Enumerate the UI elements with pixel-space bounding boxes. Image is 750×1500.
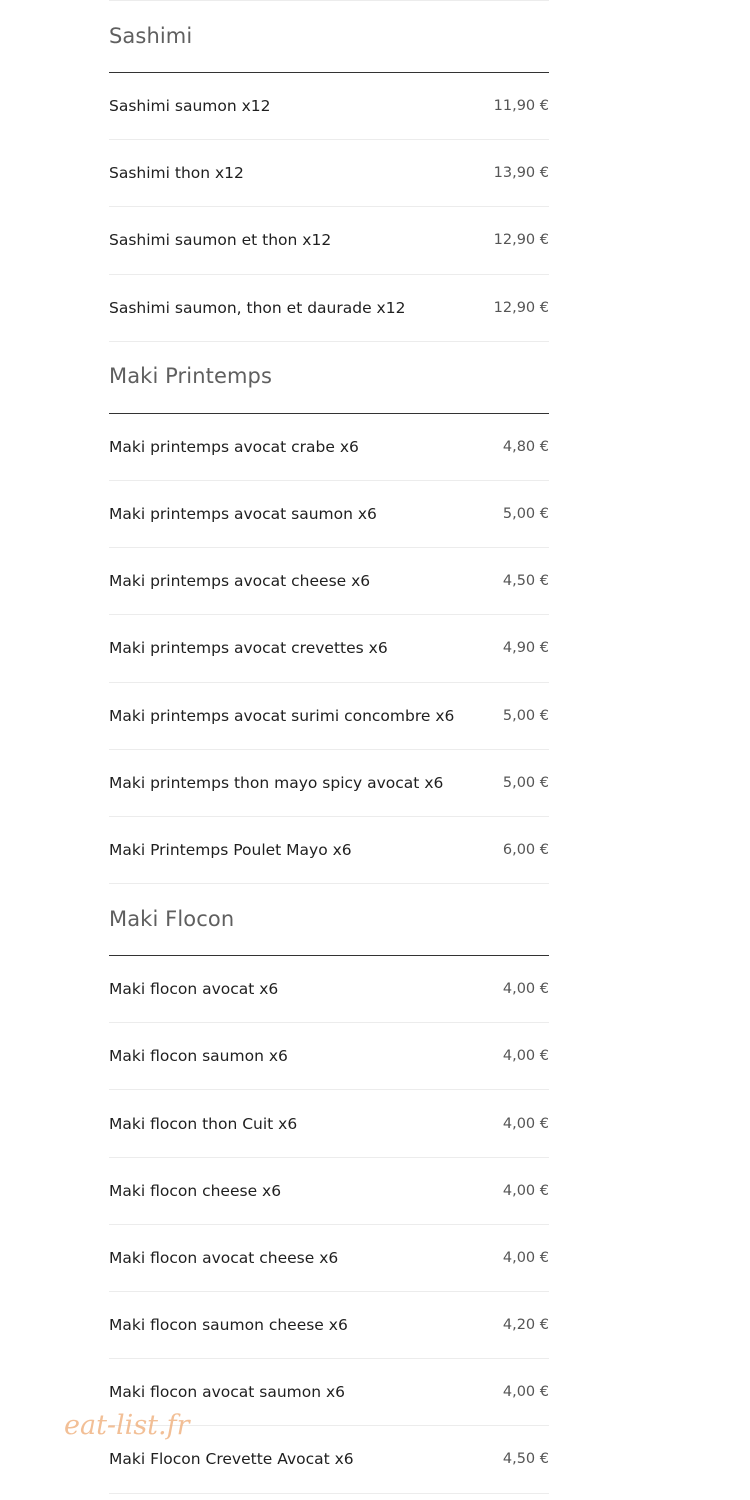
menu-item[interactable] (109, 750, 549, 817)
item-price: 4,20 € (502, 1317, 549, 1334)
menu-item[interactable] (109, 548, 549, 615)
item-name: Maki flocon saumon cheese x6 (109, 1316, 348, 1335)
item-price: 4,80 € (502, 438, 549, 455)
item-name: Maki printemps avocat surimi concombre x6 (109, 706, 455, 725)
menu-section (109, 342, 549, 884)
item-name: Maki flocon cheese x6 (109, 1181, 282, 1200)
menu-item[interactable] (109, 73, 549, 140)
item-price: 4,50 € (502, 1451, 549, 1468)
item-name: Sashimi saumon, thon et daurade x12 (109, 298, 406, 317)
menu-item[interactable] (109, 275, 549, 342)
menu-item[interactable] (109, 140, 549, 207)
menu-item[interactable] (109, 956, 549, 1023)
item-price: 4,50 € (502, 573, 549, 590)
section-header (109, 1, 549, 73)
menu-item[interactable] (109, 1023, 549, 1090)
item-price: 12,90 € (493, 232, 549, 249)
item-name: Sashimi thon x12 (109, 164, 244, 183)
menu-item[interactable] (109, 1359, 549, 1426)
section-header (109, 342, 549, 414)
menu-item[interactable] (109, 817, 549, 884)
item-price: 11,90 € (493, 98, 549, 115)
item-name: Maki flocon thon Cuit x6 (109, 1114, 298, 1133)
item-name: Sashimi saumon x12 (109, 97, 271, 116)
item-name: Maki Printemps Poulet Mayo x6 (109, 840, 352, 859)
menu-item[interactable] (109, 615, 549, 682)
item-price: 4,00 € (502, 1384, 549, 1401)
item-price: 4,00 € (502, 981, 549, 998)
item-name: Maki printemps thon mayo spicy avocat x6 (109, 773, 444, 792)
item-price: 4,00 € (502, 1249, 549, 1266)
item-price: 4,00 € (502, 1115, 549, 1132)
item-name: Maki printemps avocat crabe x6 (109, 437, 359, 456)
menu-item[interactable] (109, 683, 549, 750)
menu-item[interactable] (109, 1090, 549, 1157)
section-title: Maki Printemps (109, 364, 273, 389)
item-price: 6,00 € (502, 841, 549, 858)
item-price: 12,90 € (493, 299, 549, 316)
menu-item[interactable] (109, 1225, 549, 1292)
item-name: Maki flocon avocat cheese x6 (109, 1248, 339, 1267)
watermark: eat-list.fr (64, 1410, 190, 1441)
item-price: 4,00 € (502, 1048, 549, 1065)
menu-item[interactable] (109, 1292, 549, 1359)
menu-item[interactable] (109, 481, 549, 548)
item-name: Sashimi saumon et thon x12 (109, 231, 332, 250)
item-name: Maki printemps avocat crevettes x6 (109, 639, 388, 658)
item-price: 13,90 € (493, 165, 549, 182)
item-price: 4,00 € (502, 1182, 549, 1199)
item-name: Maki flocon saumon x6 (109, 1047, 288, 1066)
item-name: Maki flocon avocat x6 (109, 980, 279, 999)
item-name: Maki printemps avocat saumon x6 (109, 505, 377, 524)
menu-list (109, 0, 549, 1494)
item-price: 4,90 € (502, 640, 549, 657)
section-title: Maki Flocon (109, 906, 235, 931)
item-price: 5,00 € (502, 774, 549, 791)
item-name: Maki Flocon Crevette Avocat x6 (109, 1450, 354, 1469)
item-name: Maki printemps avocat cheese x6 (109, 572, 371, 591)
item-name: Maki flocon avocat saumon x6 (109, 1383, 346, 1402)
menu-item[interactable] (109, 1426, 549, 1493)
menu-item[interactable] (109, 1158, 549, 1225)
item-price: 5,00 € (502, 707, 549, 724)
menu-item[interactable] (109, 207, 549, 274)
item-price: 5,00 € (502, 506, 549, 523)
section-header (109, 884, 549, 956)
section-title: Sashimi (109, 23, 193, 48)
menu-item[interactable] (109, 414, 549, 481)
menu-section (109, 884, 549, 1494)
menu-section (109, 1, 549, 342)
